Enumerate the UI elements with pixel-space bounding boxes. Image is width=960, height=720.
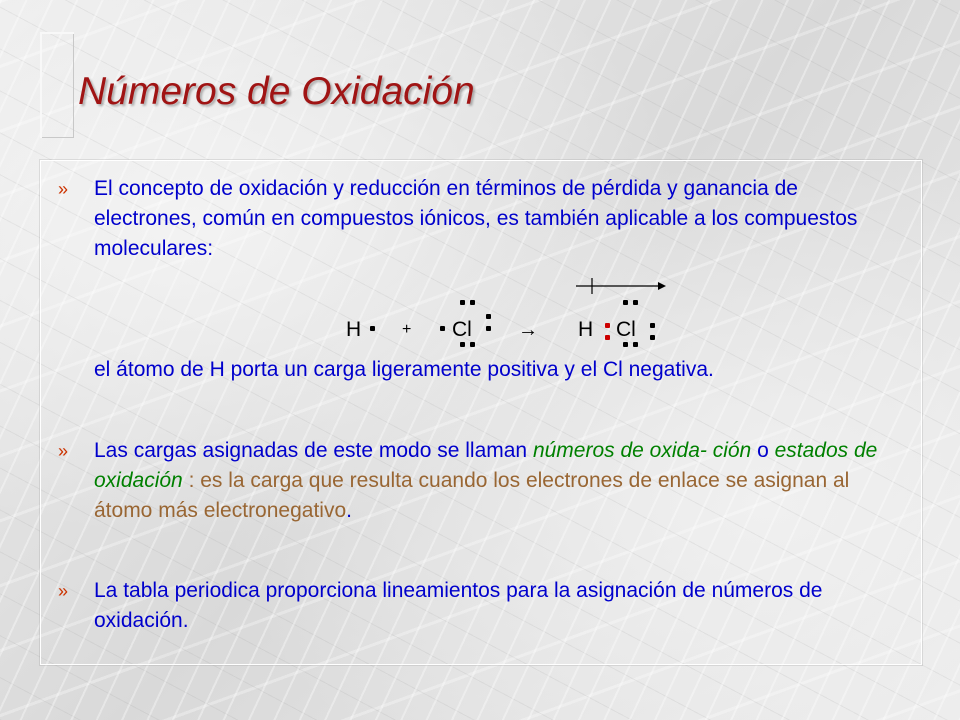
- bullet-marker-2: »: [58, 441, 69, 461]
- equation-h-product: H: [578, 318, 594, 341]
- electron-dot-icon: [650, 335, 655, 340]
- electron-dot-icon: [370, 326, 375, 331]
- electron-dot-icon: [650, 323, 655, 328]
- reaction-arrow-icon: →: [518, 319, 538, 341]
- slide-title: Números de Oxidación: [78, 70, 475, 113]
- definition-text-part4: .: [346, 499, 352, 522]
- equation-cl-reactant: Cl: [452, 318, 472, 341]
- equation-plus-sign: +: [402, 321, 412, 338]
- electron-dot-icon: [460, 300, 465, 305]
- bullet-marker-3: »: [58, 581, 69, 601]
- definition-text-part3: : es la carga que resulta cuando los electrones de enlace se asignan al átomo más electronegativo: [94, 469, 850, 522]
- electron-dot-icon: [486, 314, 491, 319]
- paragraph-periodic-table: La tabla periodica proporciona lineamientos para la asignación de números de oxidación.: [94, 579, 823, 632]
- equation-cl-product: Cl: [616, 318, 636, 341]
- electron-dot-icon: [440, 326, 445, 331]
- equation-h-reactant: H: [346, 318, 362, 341]
- bonding-pair-dot-icon: [605, 335, 610, 340]
- electron-shift-arrow-icon: [572, 276, 668, 296]
- paragraph-oxidation-numbers-definition: [94, 436, 894, 526]
- electron-dot-icon: [470, 300, 475, 305]
- bonding-pair-dot-icon: [605, 323, 610, 328]
- electron-dot-icon: [633, 300, 638, 305]
- electron-dot-icon: [623, 342, 628, 347]
- electron-dot-icon: [470, 342, 475, 347]
- decorative-frame-corner: [40, 32, 74, 138]
- paragraph-charge-explanation: el átomo de H porta un carga ligeramente positiva y el Cl negativa.: [94, 358, 714, 381]
- term-estados-de-oxidacion: estados de oxidación: [94, 439, 878, 492]
- paragraph-oxidation-concept: El concepto de oxidación y reducción en términos de pérdida y ganancia de electrones, común en compuestos iónicos, es también aplicable a los compuestos moleculares:: [94, 177, 858, 260]
- definition-text-part1: Las cargas asignadas de este modo se llaman: [94, 439, 533, 462]
- term-numeros-de-oxidacion: números de oxida- ción: [532, 439, 752, 462]
- bullet-marker-1: »: [58, 179, 69, 199]
- electron-dot-icon: [460, 342, 465, 347]
- definition-text-part2: o: [751, 439, 775, 462]
- electron-dot-icon: [623, 300, 628, 305]
- electron-dot-icon: [633, 342, 638, 347]
- electron-dot-icon: [486, 326, 491, 331]
